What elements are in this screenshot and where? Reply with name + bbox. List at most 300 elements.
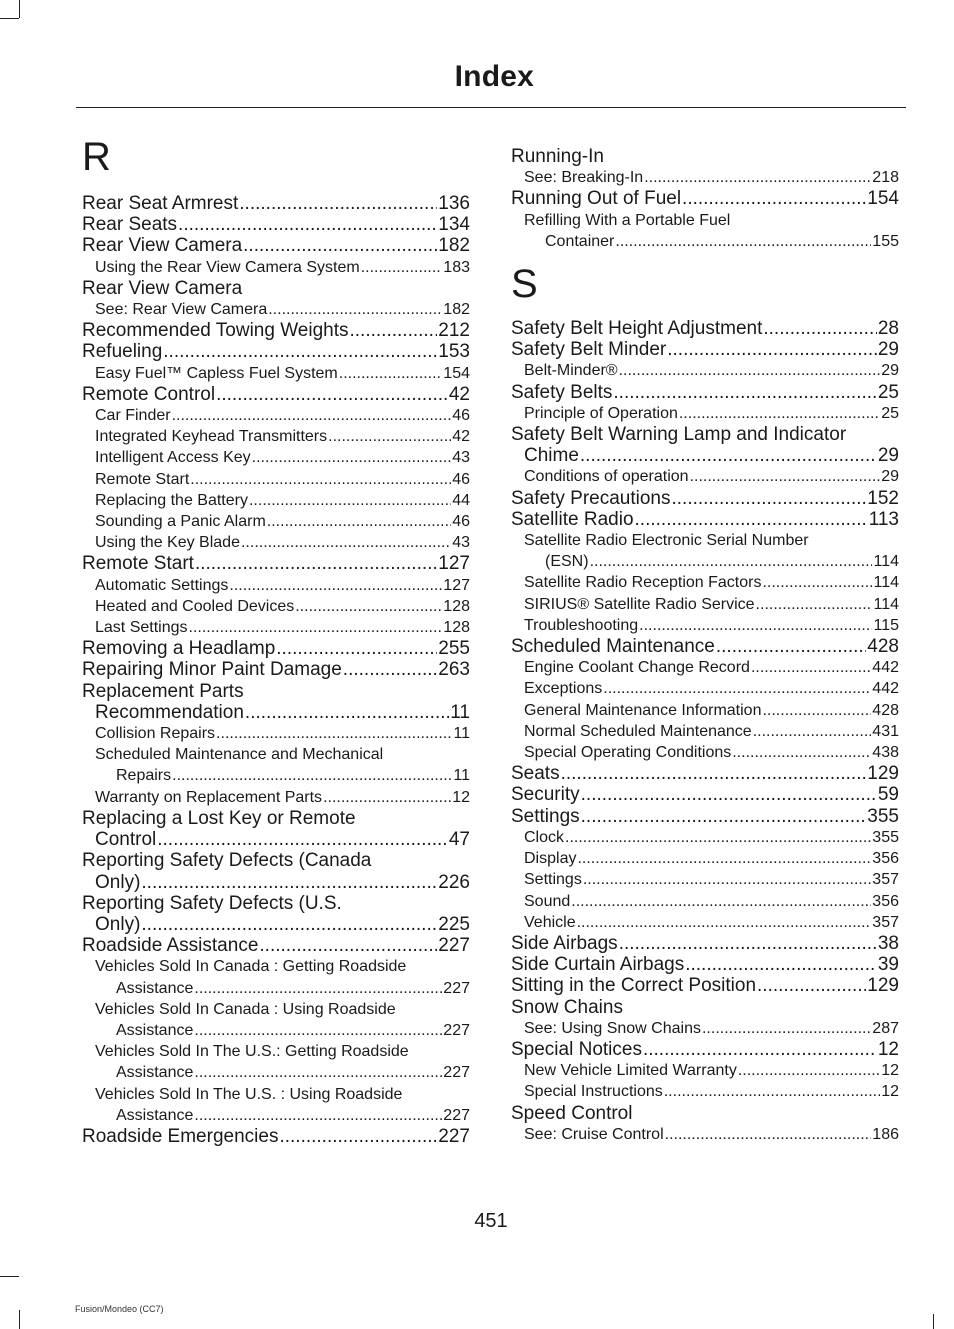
entry-line bbox=[95, 1062, 470, 1083]
entry-term: See: Using Snow Chains bbox=[524, 1019, 701, 1037]
index-entry bbox=[82, 1126, 470, 1147]
page-title: Index bbox=[454, 60, 534, 93]
index-subentry bbox=[82, 469, 470, 490]
entry-page-ref: 128 bbox=[443, 619, 470, 637]
index-entry bbox=[82, 681, 470, 723]
index-entry bbox=[82, 320, 470, 341]
entry-line bbox=[95, 426, 470, 447]
entry-line bbox=[95, 1041, 470, 1062]
entry-page-ref: 11 bbox=[450, 701, 470, 723]
entry-page-ref: 12 bbox=[877, 1038, 899, 1060]
entry-term: Sound bbox=[524, 892, 571, 910]
entry-line bbox=[511, 188, 899, 209]
dot-leader bbox=[762, 700, 871, 721]
entry-page-ref: 46 bbox=[452, 513, 470, 531]
entry-page-ref: 129 bbox=[867, 763, 899, 785]
dot-leader bbox=[571, 891, 871, 912]
entry-term: Conditions of operation bbox=[524, 468, 689, 486]
dot-leader bbox=[178, 214, 437, 235]
index-subentry bbox=[82, 744, 470, 786]
entry-line bbox=[511, 424, 899, 445]
entry-line bbox=[524, 891, 899, 912]
entry-line bbox=[82, 808, 470, 829]
dot-leader bbox=[732, 742, 871, 763]
index-subentry bbox=[82, 447, 470, 468]
entry-term: Rear Seats bbox=[82, 214, 178, 236]
dot-leader bbox=[619, 360, 881, 381]
entry-line bbox=[82, 702, 470, 723]
index-entry bbox=[511, 188, 899, 209]
entry-line bbox=[95, 596, 470, 617]
entry-line bbox=[511, 382, 899, 403]
entry-page-ref: 356 bbox=[872, 892, 899, 910]
dot-leader bbox=[577, 848, 871, 869]
dot-leader bbox=[738, 1060, 880, 1081]
entry-term: See: Cruise Control bbox=[524, 1125, 664, 1143]
entry-term: Snow Chains bbox=[511, 996, 623, 1018]
index-subentry bbox=[511, 678, 899, 699]
page-number: 451 bbox=[474, 1210, 508, 1232]
index-entry bbox=[82, 214, 470, 235]
entry-line bbox=[82, 681, 470, 702]
dot-leader bbox=[756, 594, 873, 615]
entry-term: Scheduled Maintenance bbox=[511, 636, 715, 658]
index-entry bbox=[82, 193, 470, 214]
entry-page-ref: 154 bbox=[867, 188, 899, 210]
dot-leader bbox=[565, 827, 871, 848]
index-column-right bbox=[511, 146, 899, 1145]
entry-line bbox=[524, 657, 899, 678]
entry-page-ref: 46 bbox=[452, 470, 470, 488]
entry-term: Remote Start bbox=[95, 470, 190, 488]
dot-leader bbox=[644, 167, 871, 188]
crop-mark bbox=[933, 1314, 934, 1329]
dot-leader bbox=[194, 1062, 442, 1083]
entry-term: New Vehicle Limited Warranty bbox=[524, 1062, 737, 1080]
entry-term: Refueling bbox=[82, 341, 163, 363]
index-subentry bbox=[511, 742, 899, 763]
dot-leader bbox=[339, 363, 443, 384]
entry-term: Roadside Emergencies bbox=[82, 1125, 279, 1147]
entry-term: See: Rear View Camera bbox=[95, 301, 268, 319]
entry-page-ref: 29 bbox=[881, 362, 899, 380]
dot-leader bbox=[762, 572, 872, 593]
entry-line bbox=[524, 615, 899, 636]
dot-leader bbox=[249, 490, 451, 511]
entry-line bbox=[524, 551, 899, 572]
dot-leader bbox=[667, 339, 877, 360]
index-entry bbox=[511, 997, 899, 1018]
dot-leader bbox=[619, 933, 877, 954]
entry-term: Vehicles Sold In Canada : Getting Roadside bbox=[95, 958, 407, 976]
section-letter-s: S bbox=[511, 262, 538, 307]
index-subentry bbox=[511, 572, 899, 593]
entry-page-ref: 39 bbox=[877, 954, 899, 976]
title-divider bbox=[76, 107, 906, 108]
entry-page-ref: 29 bbox=[877, 339, 899, 361]
dot-leader bbox=[561, 763, 867, 784]
dot-leader bbox=[581, 784, 877, 805]
entry-line bbox=[511, 806, 899, 827]
entry-term: SIRIUS® Satellite Radio Service bbox=[524, 595, 755, 613]
entry-page-ref: 29 bbox=[877, 445, 899, 467]
entry-line bbox=[82, 553, 470, 574]
entry-line bbox=[95, 511, 470, 532]
entry-term: Security bbox=[511, 784, 580, 806]
entry-line bbox=[82, 872, 470, 893]
crop-mark bbox=[19, 1310, 20, 1329]
entry-term: Last Settings bbox=[95, 619, 188, 637]
entry-page-ref: 25 bbox=[881, 404, 899, 422]
entry-term: Scheduled Maintenance and Mechanical bbox=[95, 746, 384, 764]
entry-line bbox=[95, 744, 470, 765]
entry-line bbox=[82, 850, 470, 871]
entry-term: Clock bbox=[524, 828, 565, 846]
entry-line bbox=[511, 445, 899, 466]
dot-leader bbox=[343, 659, 438, 680]
index-subentry bbox=[511, 530, 899, 572]
entry-term: Side Airbags bbox=[511, 932, 618, 954]
entry-page-ref: 153 bbox=[438, 341, 470, 363]
entry-page-ref: 357 bbox=[872, 871, 899, 889]
entry-page-ref: 438 bbox=[872, 744, 899, 762]
entry-term: Vehicle bbox=[524, 913, 576, 931]
entry-line bbox=[82, 914, 470, 935]
entry-line bbox=[524, 360, 899, 381]
entry-list bbox=[82, 193, 470, 1147]
dot-leader bbox=[268, 299, 442, 320]
index-subentry bbox=[82, 257, 470, 278]
index-subentry bbox=[82, 532, 470, 553]
entry-term: Rear View Camera bbox=[82, 277, 243, 299]
index-entry bbox=[511, 784, 899, 805]
index-subentry bbox=[82, 575, 470, 596]
entry-page-ref: 42 bbox=[448, 383, 470, 405]
dot-leader bbox=[172, 765, 452, 786]
index-entry bbox=[82, 850, 470, 892]
dot-leader bbox=[751, 657, 871, 678]
entry-line bbox=[524, 572, 899, 593]
entry-page-ref: 255 bbox=[438, 638, 470, 660]
entry-term: Special Instructions bbox=[524, 1083, 663, 1101]
entry-page-ref: 127 bbox=[438, 553, 470, 575]
entry-line bbox=[95, 469, 470, 490]
dot-leader bbox=[671, 488, 866, 509]
entry-term: Settings bbox=[524, 871, 582, 889]
entry-term: Only) bbox=[95, 913, 141, 935]
index-entry bbox=[82, 384, 470, 405]
dot-leader bbox=[757, 975, 866, 996]
entry-page-ref: 154 bbox=[443, 364, 470, 382]
entry-term: Vehicles Sold In The U.S.: Getting Roadside bbox=[95, 1043, 409, 1061]
entry-line bbox=[82, 320, 470, 341]
entry-term: Removing a Headlamp bbox=[82, 638, 276, 660]
entry-page-ref: 356 bbox=[872, 850, 899, 868]
dot-leader bbox=[685, 954, 877, 975]
dot-leader bbox=[323, 787, 451, 808]
entry-term: Automatic Settings bbox=[95, 576, 229, 594]
entry-line bbox=[524, 1060, 899, 1081]
entry-term: Assistance bbox=[116, 979, 194, 997]
entry-page-ref: 114 bbox=[873, 553, 899, 571]
entry-term: (ESN) bbox=[545, 553, 589, 571]
entry-line bbox=[95, 1105, 470, 1126]
entry-term: Satellite Radio bbox=[511, 508, 634, 530]
index-subentry bbox=[82, 999, 470, 1041]
entry-term: Using the Rear View Camera System bbox=[95, 258, 360, 276]
entry-page-ref: 129 bbox=[867, 975, 899, 997]
entry-line bbox=[95, 299, 470, 320]
entry-line bbox=[95, 1084, 470, 1105]
index-subentry bbox=[82, 596, 470, 617]
entry-page-ref: 227 bbox=[443, 1021, 470, 1039]
dot-leader bbox=[753, 721, 872, 742]
entry-line bbox=[82, 829, 470, 850]
entry-page-ref: 29 bbox=[881, 468, 899, 486]
dot-leader bbox=[195, 553, 437, 574]
entry-page-ref: 355 bbox=[867, 805, 899, 827]
entry-line bbox=[524, 678, 899, 699]
index-subentry bbox=[511, 657, 899, 678]
entry-page-ref: 127 bbox=[443, 576, 470, 594]
entry-line bbox=[524, 700, 899, 721]
index-subentry bbox=[511, 615, 899, 636]
entry-term: Running-In bbox=[511, 146, 604, 167]
index-entry bbox=[82, 278, 470, 299]
index-entry bbox=[82, 638, 470, 659]
entry-line bbox=[82, 893, 470, 914]
entry-line bbox=[524, 848, 899, 869]
index-subentry bbox=[511, 912, 899, 933]
entry-term: Speed Control bbox=[511, 1102, 633, 1124]
entry-term: Remote Control bbox=[82, 383, 216, 405]
entry-term: Sitting in the Correct Position bbox=[511, 975, 757, 997]
dot-leader bbox=[279, 1126, 437, 1147]
dot-leader bbox=[702, 1018, 871, 1039]
dot-leader bbox=[194, 1020, 442, 1041]
dot-leader bbox=[172, 405, 452, 426]
entry-term: Heated and Cooled Devices bbox=[95, 597, 295, 615]
entry-term: Side Curtain Airbags bbox=[511, 954, 685, 976]
entry-list-continued bbox=[511, 146, 899, 252]
entry-page-ref: 114 bbox=[873, 595, 899, 613]
dot-leader bbox=[276, 638, 437, 659]
entry-term: Special Notices bbox=[511, 1038, 642, 1060]
entry-term: Satellite Radio Reception Factors bbox=[524, 574, 762, 592]
entry-term: Replacing a Lost Key or Remote bbox=[82, 807, 356, 829]
crop-mark bbox=[19, 0, 20, 18]
entry-term: See: Breaking-In bbox=[524, 169, 644, 187]
index-subentry bbox=[82, 617, 470, 638]
dot-leader bbox=[216, 723, 452, 744]
entry-term: Only) bbox=[95, 871, 141, 893]
entry-page-ref: 227 bbox=[443, 1106, 470, 1124]
entry-term: Safety Belt Height Adjustment bbox=[511, 318, 763, 340]
entry-term: Warranty on Replacement Parts bbox=[95, 788, 323, 806]
entry-page-ref: 263 bbox=[438, 659, 470, 681]
entry-line bbox=[524, 1124, 899, 1145]
entry-line bbox=[524, 594, 899, 615]
entry-page-ref: 43 bbox=[452, 534, 470, 552]
index-entry bbox=[511, 933, 899, 954]
entry-page-ref: 115 bbox=[873, 616, 899, 634]
entry-term: Sounding a Panic Alarm bbox=[95, 513, 266, 531]
dot-leader bbox=[682, 188, 866, 209]
entry-page-ref: 12 bbox=[881, 1062, 899, 1080]
entry-page-ref: 186 bbox=[872, 1125, 899, 1143]
dot-leader bbox=[241, 532, 451, 553]
dot-leader bbox=[295, 596, 442, 617]
dot-leader bbox=[239, 193, 437, 214]
entry-line bbox=[82, 935, 470, 956]
entry-line bbox=[95, 765, 470, 786]
index-subentry bbox=[511, 360, 899, 381]
dot-leader bbox=[590, 551, 873, 572]
index-entry bbox=[511, 509, 899, 530]
entry-line bbox=[511, 997, 899, 1018]
index-subentry bbox=[82, 787, 470, 808]
entry-line bbox=[524, 403, 899, 424]
entry-page-ref: 128 bbox=[443, 597, 470, 615]
index-subentry bbox=[82, 426, 470, 447]
entry-line bbox=[511, 509, 899, 530]
entry-line bbox=[524, 721, 899, 742]
entry-term: Using the Key Blade bbox=[95, 534, 240, 552]
dot-leader bbox=[216, 384, 448, 405]
entry-line bbox=[524, 167, 899, 188]
entry-term: Reporting Safety Defects (Canada bbox=[82, 850, 372, 872]
entry-term: Troubleshooting bbox=[524, 616, 639, 634]
index-subentry bbox=[82, 363, 470, 384]
entry-page-ref: 43 bbox=[452, 449, 470, 467]
entry-line bbox=[95, 405, 470, 426]
entry-page-ref: 442 bbox=[872, 680, 899, 698]
dot-leader bbox=[603, 678, 871, 699]
entry-page-ref: 182 bbox=[438, 235, 470, 257]
entry-line bbox=[82, 659, 470, 680]
index-entry bbox=[82, 893, 470, 935]
dot-leader bbox=[194, 978, 442, 999]
entry-page-ref: 227 bbox=[438, 1125, 470, 1147]
index-subentry bbox=[511, 210, 899, 252]
entry-term: Replacement Parts bbox=[82, 680, 244, 702]
entry-term: Exceptions bbox=[524, 680, 603, 698]
entry-page-ref: 428 bbox=[867, 636, 899, 658]
index-subentry bbox=[82, 299, 470, 320]
dot-leader bbox=[716, 636, 866, 657]
entry-line bbox=[511, 933, 899, 954]
entry-page-ref: 12 bbox=[452, 788, 470, 806]
entry-term: Safety Belt Warning Lamp and Indicator bbox=[511, 424, 847, 446]
entry-page-ref: 183 bbox=[443, 258, 470, 276]
entry-page-ref: 355 bbox=[872, 828, 899, 846]
entry-line bbox=[524, 869, 899, 890]
entry-term: Chime bbox=[524, 445, 579, 467]
entry-page-ref: 218 bbox=[872, 169, 899, 187]
dot-leader bbox=[189, 617, 443, 638]
dot-leader bbox=[613, 382, 876, 403]
entry-line bbox=[524, 742, 899, 763]
entry-line bbox=[95, 575, 470, 596]
entry-page-ref: 442 bbox=[872, 659, 899, 677]
entry-line bbox=[524, 1081, 899, 1102]
entry-line bbox=[524, 912, 899, 933]
index-entry bbox=[511, 1039, 899, 1060]
index-subentry bbox=[511, 1124, 899, 1145]
entry-term: Principle of Operation bbox=[524, 404, 678, 422]
dot-leader bbox=[581, 806, 867, 827]
entry-line bbox=[511, 763, 899, 784]
entry-page-ref: 38 bbox=[877, 932, 899, 954]
entry-line bbox=[82, 1126, 470, 1147]
index-entry bbox=[82, 553, 470, 574]
entry-line bbox=[95, 999, 470, 1020]
entry-term: Satellite Radio Electronic Serial Number bbox=[524, 532, 809, 550]
entry-line bbox=[511, 318, 899, 339]
entry-term: Repairing Minor Paint Damage bbox=[82, 659, 342, 681]
entry-list bbox=[511, 318, 899, 1145]
dot-leader bbox=[163, 341, 437, 362]
dot-leader bbox=[577, 912, 872, 933]
entry-page-ref: 11 bbox=[453, 767, 470, 785]
index-subentry bbox=[82, 405, 470, 426]
entry-line bbox=[82, 278, 470, 299]
index-entry bbox=[82, 808, 470, 850]
entry-term: Safety Belts bbox=[511, 381, 613, 403]
entry-page-ref: 428 bbox=[872, 701, 899, 719]
index-entry bbox=[82, 935, 470, 956]
entry-term: Rear View Camera bbox=[82, 235, 243, 257]
index-entry bbox=[511, 382, 899, 403]
entry-page-ref: 182 bbox=[443, 301, 470, 319]
entry-term: Replacing the Battery bbox=[95, 491, 248, 509]
entry-line bbox=[95, 617, 470, 638]
dot-leader bbox=[679, 403, 880, 424]
index-subentry bbox=[82, 1041, 470, 1083]
entry-line bbox=[82, 638, 470, 659]
index-entry bbox=[511, 975, 899, 996]
entry-page-ref: 136 bbox=[438, 193, 470, 214]
entry-term: Refilling With a Portable Fuel bbox=[524, 211, 731, 229]
index-subentry bbox=[511, 1018, 899, 1039]
dot-leader bbox=[583, 869, 871, 890]
entry-line bbox=[511, 954, 899, 975]
entry-page-ref: 155 bbox=[872, 232, 899, 250]
entry-line bbox=[511, 146, 899, 167]
entry-line bbox=[511, 784, 899, 805]
entry-page-ref: 113 bbox=[868, 508, 899, 530]
entry-term: Safety Belt Minder bbox=[511, 339, 667, 361]
entry-line bbox=[95, 787, 470, 808]
entry-page-ref: 44 bbox=[452, 491, 470, 509]
entry-term: Recommendation bbox=[95, 701, 244, 723]
index-subentry bbox=[82, 723, 470, 744]
entry-line bbox=[511, 636, 899, 657]
dot-leader bbox=[361, 257, 443, 278]
entry-line bbox=[524, 231, 899, 252]
index-entry bbox=[511, 763, 899, 784]
entry-term: Rear Seat Armrest bbox=[82, 193, 239, 214]
entry-page-ref: 28 bbox=[877, 318, 899, 340]
dot-leader bbox=[664, 1081, 880, 1102]
entry-term: Easy Fuel™ Capless Fuel System bbox=[95, 364, 338, 382]
entry-term: Repairs bbox=[116, 767, 172, 785]
dot-leader bbox=[157, 829, 448, 850]
index-subentry bbox=[511, 869, 899, 890]
entry-page-ref: 152 bbox=[867, 487, 899, 509]
entry-line bbox=[82, 384, 470, 405]
entry-page-ref: 227 bbox=[443, 979, 470, 997]
